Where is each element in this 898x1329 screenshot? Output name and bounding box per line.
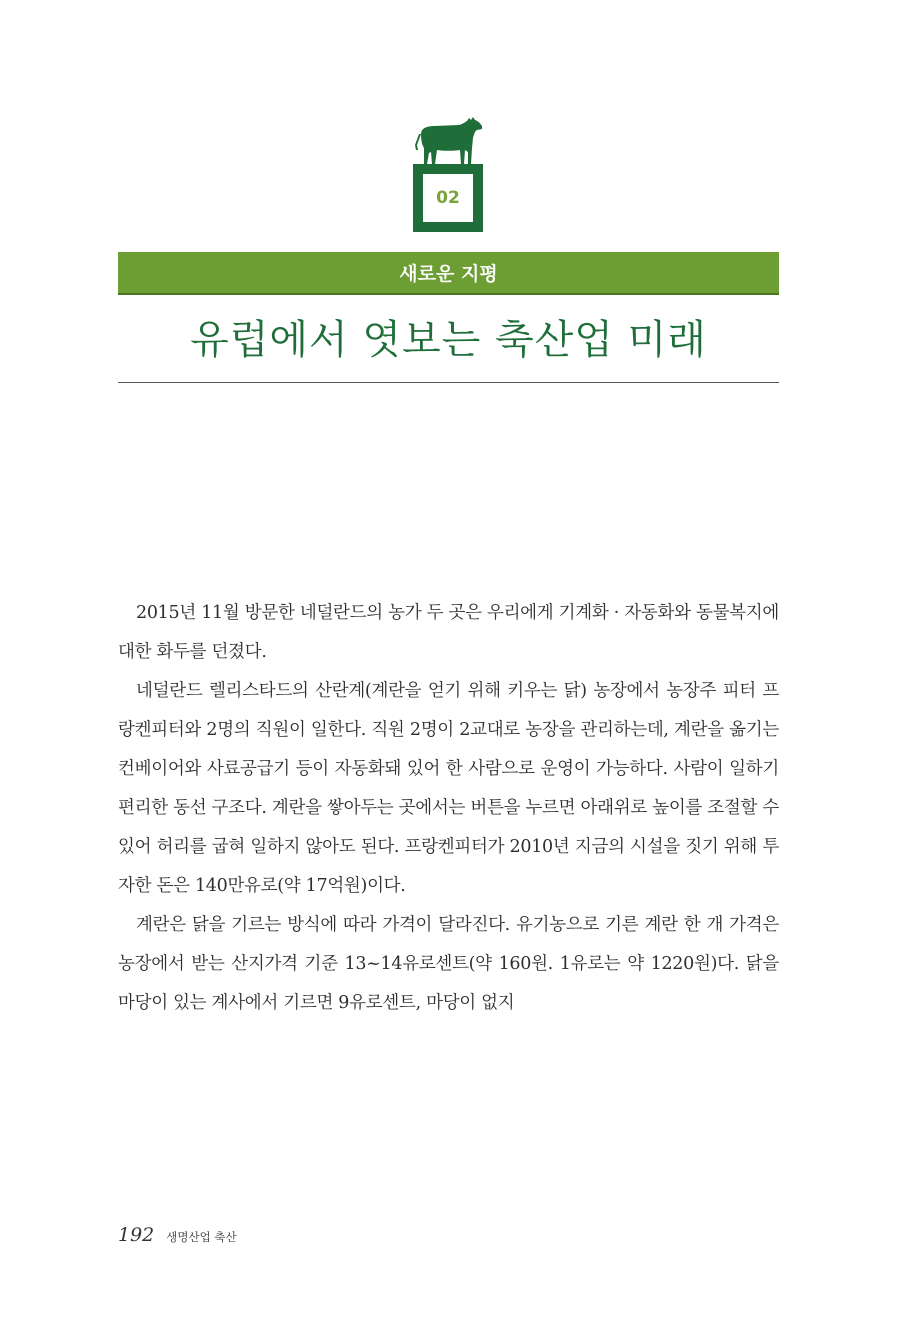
section-banner — [118, 252, 779, 295]
title-divider — [118, 382, 779, 383]
chapter-number: 02 — [423, 174, 473, 222]
chapter-emblem — [413, 112, 483, 232]
article-title: 유럽에서 엿보는 축산업 미래 — [190, 317, 707, 363]
paragraph: 네덜란드 렐리스타드의 산란계(계란을 얻기 위해 키우는 닭) 농장에서 농장주 피터 프랑켄피터와 2명의 직원이 일한다. 직원 2명이 2교대로 농장을 관리하는데, 계란을 옮기는 컨베이어와 사료공급기 등이 자동화돼 있어 한 사람으로 운영이 가능하다. 사람이 일하기 편리한 동선 구조다. 계란을 쌓아두는 곳에서는 버튼을 누르면 아래위로 높이를 조절할 수 있어 허리를 굽혀 일하지 않아도 된다. 프랑켄피터가 2010년 지금의 시설을 짓기 위해 투자한 돈은 140만유로(약 17억원)이다. — [118, 681, 779, 896]
page-number: 192 — [118, 1224, 155, 1246]
chapter-number-box — [413, 164, 483, 232]
book-title: 생명산업 축산 — [166, 1230, 237, 1244]
paragraph: 2015년 11월 방문한 네덜란드의 농가 두 곳은 우리에게 기계화 · 자동화와 동물복지에 대한 화두를 던졌다. — [118, 603, 779, 662]
section-label: 새로운 지평 — [399, 263, 498, 285]
article-body — [118, 594, 779, 1023]
paragraph: 계란은 닭을 기르는 방식에 따라 가격이 달라진다. 유기농으로 기른 계란 한 개 가격은 농장에서 받는 산지가격 기준 13~14유로센트(약 160원. 1유로는 약 1220원)다. 닭을 마당이 있는 계사에서 기르면 9유로센트, 마당이 없지 — [118, 915, 779, 1013]
page-footer — [118, 1224, 237, 1246]
cow-icon — [413, 112, 483, 167]
